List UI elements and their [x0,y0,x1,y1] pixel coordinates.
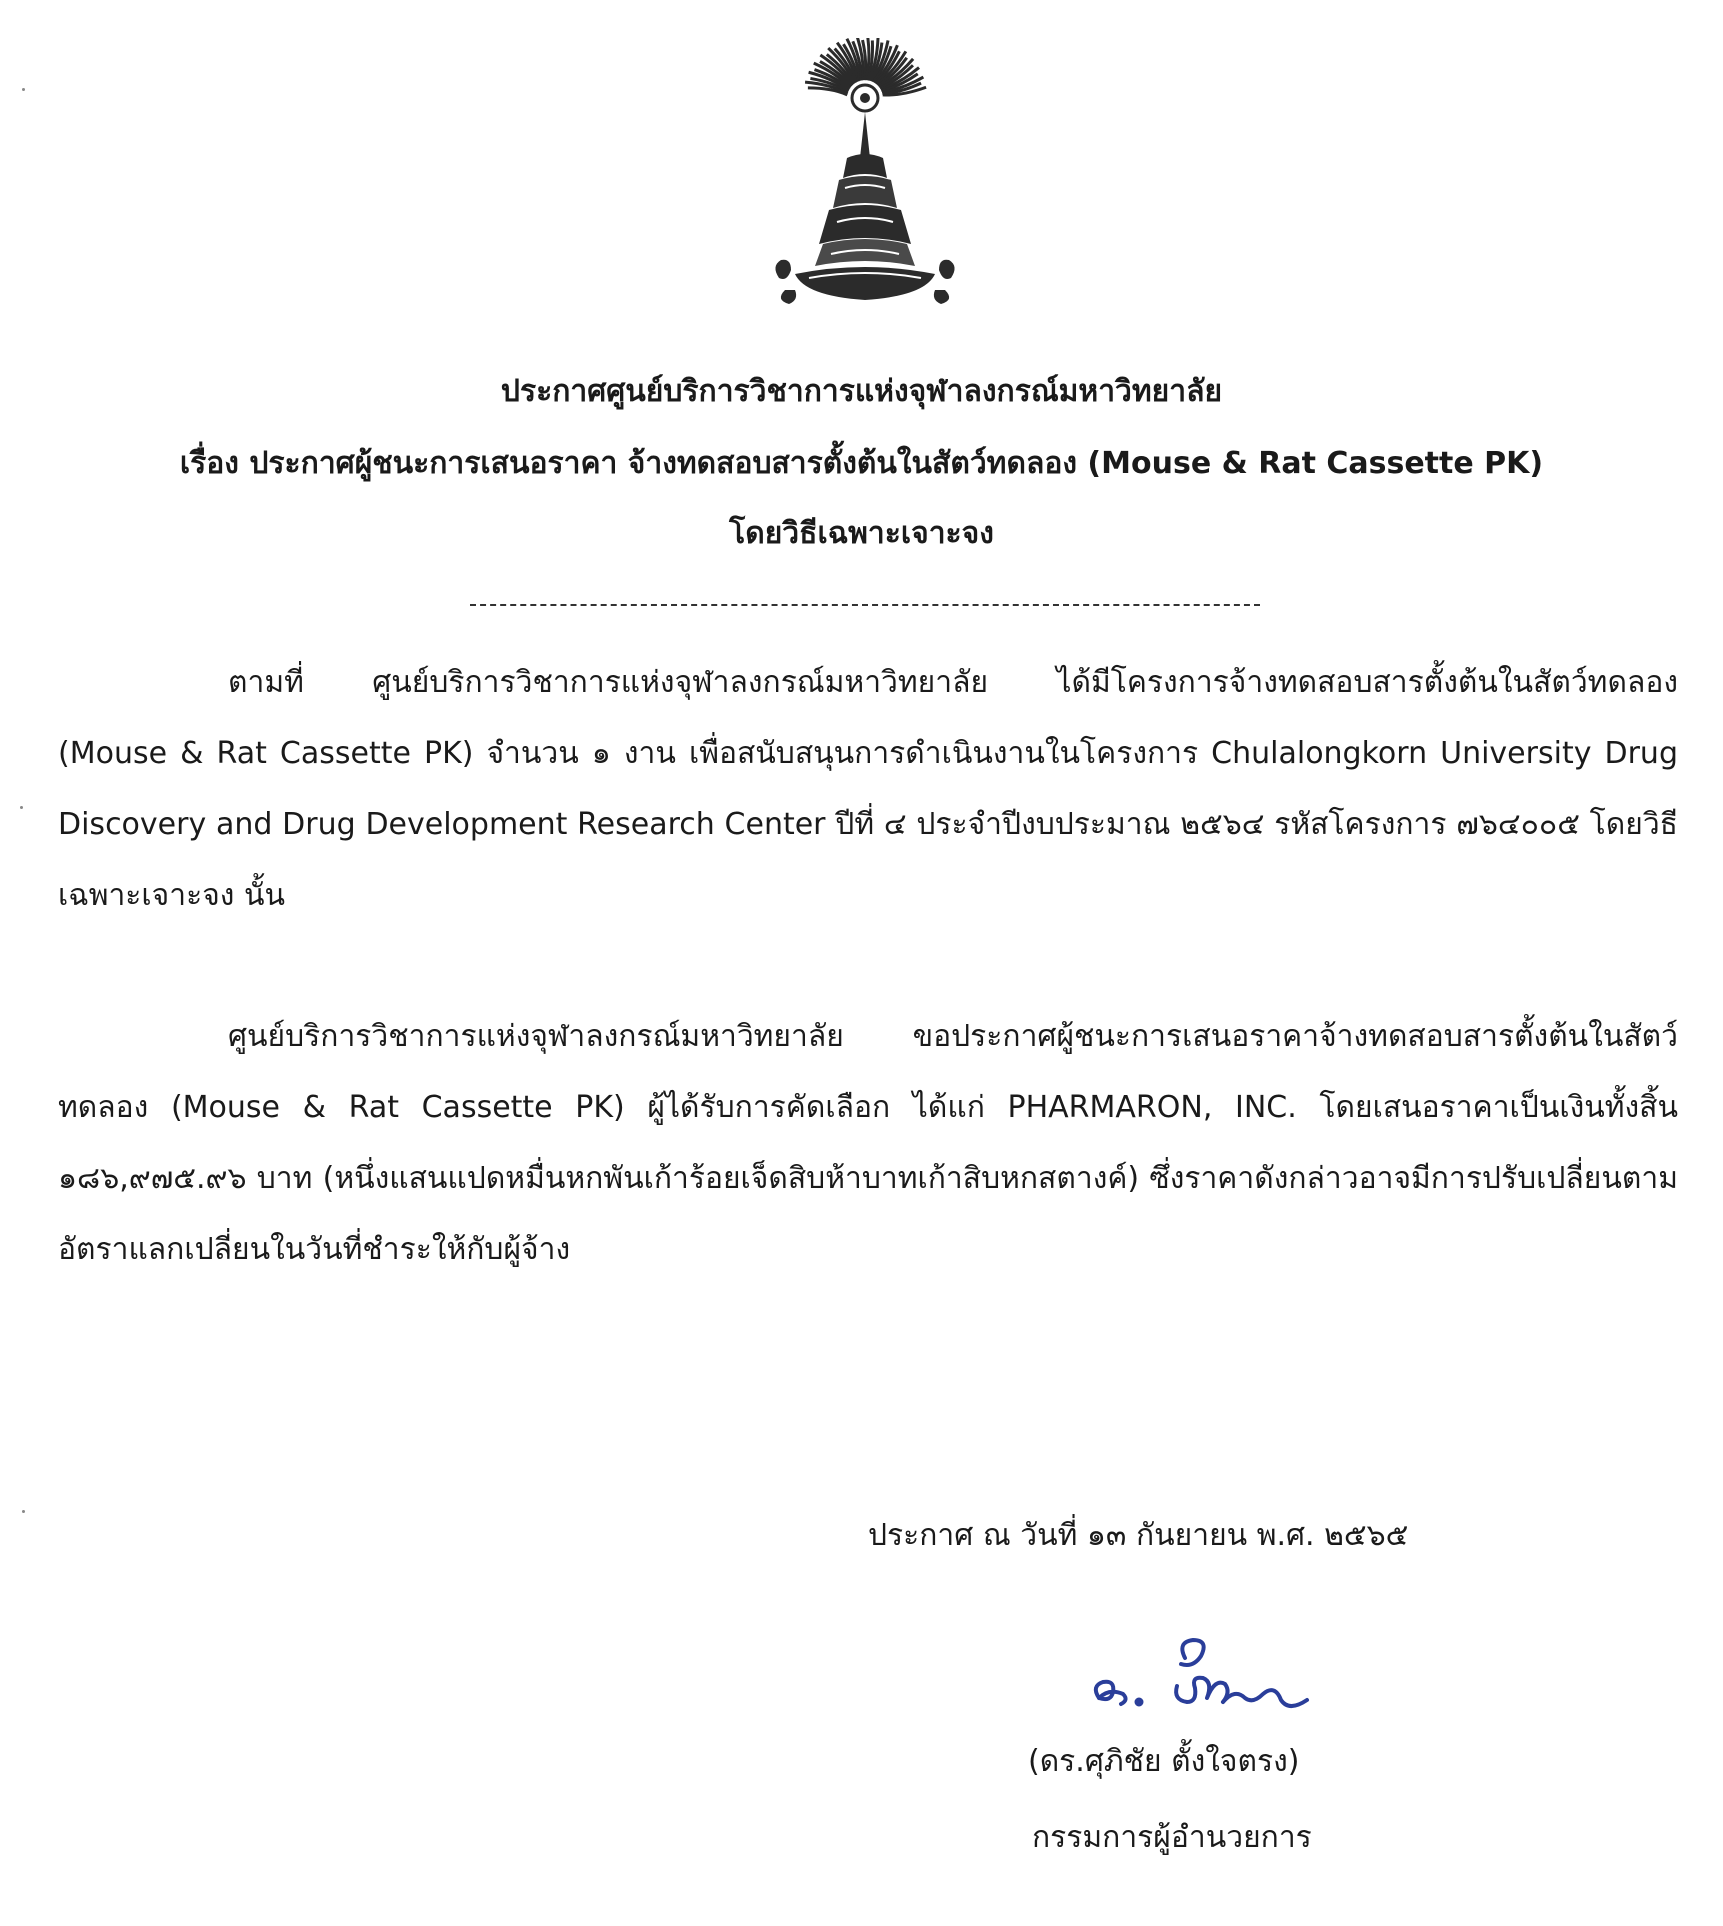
paragraph-winner: ศูนย์บริการวิชาการแห่งจุฬาลงกรณ์มหาวิทยาลัย ขอประกาศผู้ชนะการเสนอราคาจ้างทดสอบสารตั้งต้นในสัตว์ทดลอง (Mouse & Rat Cassette PK) ผู้ได้รับการคัดเลือก ได้แก่ PHARMARON, INC. โดยเสนอราคาเป็นเงินทั้งสิ้น ๑๘๖,๙๗๕.๙๖ บาท (หนึ่งแสนแปดหมื่นหกพันเก้าร้อยเจ็ดสิบห้าบาทเก้าสิบหกสตางค์) ซึ่งราคาดังกล่าวอาจมีการปรับเปลี่ยนตามอัตราแลกเปลี่ยนในวันที่ชำระให้กับผู้จ้าง [58,1019,1678,1267]
scan-speck [22,1510,25,1513]
announcement-subject: เรื่อง ประกาศผู้ชนะการเสนอราคา จ้างทดสอบสารตั้งต้นในสัตว์ทดลอง (Mouse & Rat Cassette PK) [179,446,1544,481]
scan-speck [20,806,23,809]
procurement-method: โดยวิธีเฉพาะเจาะจง [729,516,994,551]
announcement-heading: ประกาศศูนย์บริการวิชาการแห่งจุฬาลงกรณ์มหาวิทยาลัย [500,374,1223,409]
signature-icon [1085,1628,1315,1728]
phra-kiao-emblem-icon [765,38,965,324]
scan-speck [22,88,25,91]
signer-position: กรรมการผู้อำนวยการ [1032,1820,1312,1855]
signer-name: (ดร.ศุภิชัย ตั้งใจตรง) [1028,1744,1300,1779]
announcement-date: ประกาศ ณ วันที่ ๑๓ กันยายน พ.ศ. ๒๕๖๕ [868,1518,1409,1553]
paragraph-background: ตามที่ ศูนย์บริการวิชาการแห่งจุฬาลงกรณ์มหาวิทยาลัย ได้มีโครงการจ้างทดสอบสารตั้งต้นในสัตว์ทดลอง (Mouse & Rat Cassette PK) จำนวน ๑ งาน เพื่อสนับสนุนการดำเนินงานในโครงการ Chulalongkorn University Drug Discovery and Drug Development Research Center ปีที่ ๔ ประจำปีงบประมาณ ๒๕๖๔ รหัสโครงการ ๗๖๔๐๐๕ โดยวิธีเฉพาะเจาะจง นั้น [58,665,1678,913]
separator-line [470,604,1260,606]
